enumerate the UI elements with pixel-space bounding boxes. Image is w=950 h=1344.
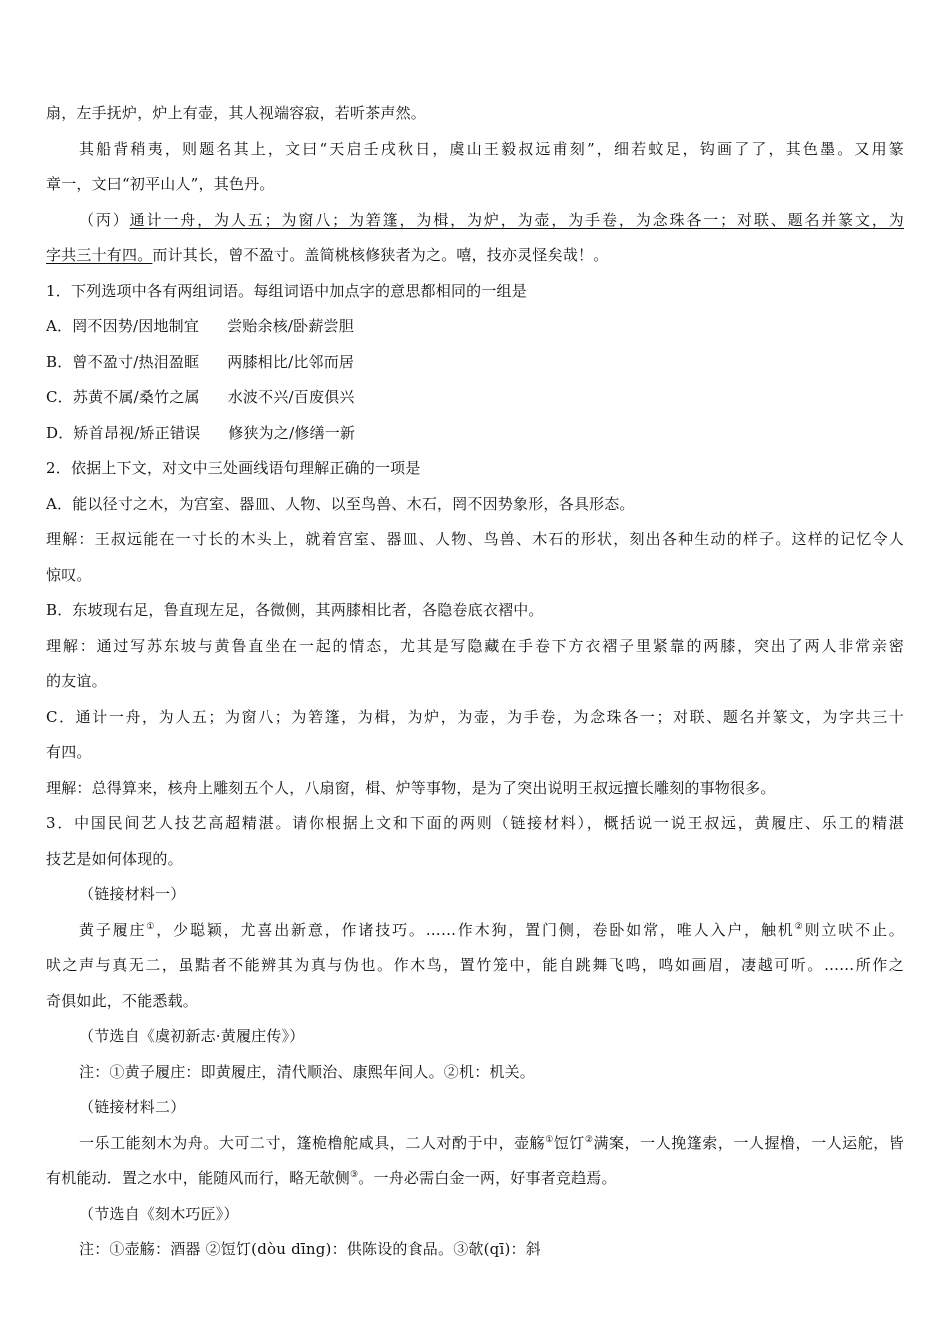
option-b-part1: B．曾不盈寸/热泪盈眶 [46,352,200,371]
option-b-part2: 两膝相比/比邻而居 [227,352,355,371]
text-line: 章一，文曰“初平山人”，其色丹。 [46,175,275,193]
option-c [46,380,904,416]
material-2-text: 。一舟必需白金一两，好事者竞趋焉。 [358,1169,617,1187]
footnote-marker: ② [584,1134,594,1145]
material-1-line: 吠之声与真无二，虽黠者不能辨其为真与伪也。作木鸟，置竹笼中，能自跳舞飞鸣，鸣如画眉，凄越可听。……所作之 [46,956,904,974]
text-line-underlined-1 [46,203,904,239]
q2-option-a-explanation: 理解：王叔远能在一寸长的木头上，就着宫室、器皿、人物、鸟兽、木石的形状，刻出各种生动的样子。这样的记忆令人 [46,530,904,548]
q2-option-c-cont: 有四。 [46,743,92,761]
option-d-part1: D．矫首昂视/矫正错误 [46,423,201,442]
question-1: 1．下列选项中各有两组词语。每组词语中加点字的意思都相同的一组是 [46,281,527,300]
footnote-marker: ② [794,921,805,932]
material-2-text: 一乐工能刻木为舟。大可二寸，篷桅橹舵咸具，二人对酌于中，壶觞 [79,1133,546,1152]
plain-text: 而计其长，曾不盈寸。盖简桃核修狭者为之。嘻，技亦灵怪矣哉！。 [152,246,609,264]
q2-option-b-explanation: 理解：通过写苏东坡与黄鲁直坐在一起的情态，尤其是写隐藏在手卷下方衣褶子里紧靠的两膝，突出了两人非常亲密 [46,636,904,655]
material-2-text: 饾饤 [553,1133,585,1152]
material-2-line [46,1161,904,1197]
material-1-text: ，少聪颖，尤喜出新意，作诸技巧。……作木狗，置门侧，卷卧如常，唯人入户，触机 [156,920,795,939]
material-1-source: （节选自《虞初新志·黄履庄传》） [79,1027,305,1045]
q2-option-b: B．东坡现右足，鲁直现左足，各微侧，其两膝相比者，各隐卷底衣褶中。 [46,601,544,619]
footnote-marker: ① [545,1134,554,1145]
q2-option-c: C．通计一舟，为人五；为窗八；为箬篷，为楫，为炉，为壶，为手卷，为念珠各一；对联、题名并篆文，为字共三十 [46,707,904,726]
footnote-marker: ③ [350,1170,359,1180]
q2-option-a-explanation-cont: 惊叹。 [46,565,92,584]
material-2-note: 注：①壶觞：酒器 ②饾饤(dòu dīng)：供陈设的食品。③欹(qī)：斜 [79,1240,541,1258]
material-2-text: 满案，一人挽篷索，一人握橹，一人运舵，皆 [593,1133,904,1152]
q2-option-a: A．能以径寸之木，为宫室、器皿、人物、以至鸟兽、木石，罔不因势象形，各具形态。 [46,494,635,513]
option-d [46,416,904,452]
option-d-part2: 修狭为之/修缮一新 [228,423,356,442]
material-2-title: （链接材料二） [79,1098,186,1116]
text-line: 扇，左手抚炉，炉上有壶，其人视端容寂，若听茶声然。 [46,104,427,122]
option-a [46,309,904,345]
material-1-note: 注：①黄子履庄：即黄履庄，清代顺治、康熙年间人。②机：机关。 [79,1062,536,1081]
question-3-cont: 技艺是如何体现的。 [46,849,183,868]
text-line: 其船背稍夷，则题名其上，文曰“天启壬戌秋日，虞山王毅叔远甫刻”，细若蚊足，钩画了了，其色墨。又用篆 [79,139,904,158]
material-2-text: 有机能动．置之水中，能随风而行，略无欹侧 [46,1169,351,1187]
q2-option-c-explanation: 理解：总得算来，核舟上雕刻五个人，八扇窗，楫、炉等事物，是为了突出说明王叔远擅长雕刻的事物很多。 [46,778,776,797]
option-c-part2: 水波不兴/百废俱兴 [227,388,355,406]
material-2-source: （节选自《刻木巧匠》） [79,1204,239,1223]
material-1-title: （链接材料一） [79,885,186,903]
option-c-part1: C．苏黄不属/桑竹之属 [46,388,200,406]
footnote-marker: ① [146,921,157,932]
material-1-line [46,913,904,949]
text-line-underlined-2 [46,238,904,274]
option-a-part2: 尝贻余核/卧薪尝胆 [227,317,354,335]
material-2-line [46,1126,904,1162]
question-3: 3．中国民间艺人技艺高超精湛。请你根据上文和下面的两则（链接材料），概括说一说王叔远，黄履庄、乐工的精湛 [46,814,904,832]
material-1-text: 黄子履庄 [79,920,147,939]
material-1-text: 则立吠不止。 [804,920,904,939]
underlined-text: 字共三十有四。 [46,246,153,264]
q2-option-b-explanation-cont: 的友谊。 [46,672,107,690]
material-1-line: 奇俱如此，不能悉载。 [46,991,199,1010]
option-b [46,345,904,381]
passage-label: （丙） [79,210,130,229]
question-2: 2．依据上下文，对文中三处画线语句理解正确的一项是 [46,459,421,477]
option-a-part1: A．罔不因势/因地制宜 [46,317,200,335]
underlined-text: 通计一舟，为人五；为窗八；为箬篷，为楫，为炉，为壶，为手卷，为念珠各一；对联、题名并篆文，为 [129,210,904,229]
